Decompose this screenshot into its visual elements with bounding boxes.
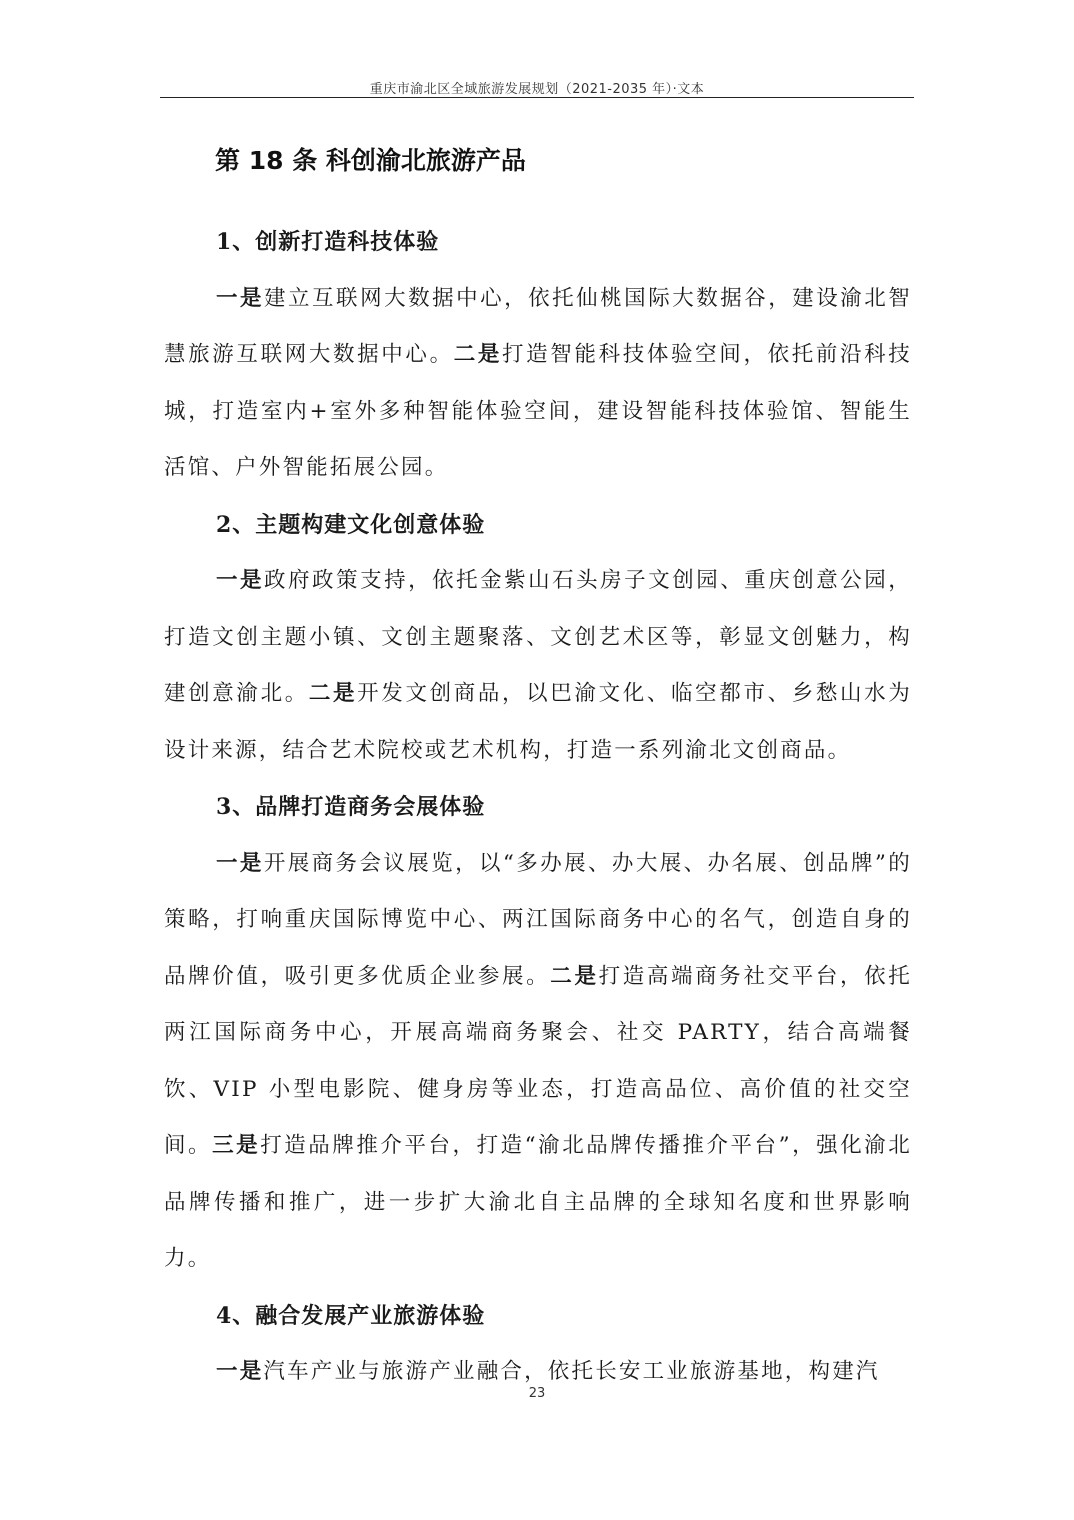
paragraph-text: 打造品牌推介平台，打造“渝北品牌传播推介平台”，强化渝北品牌传播和推广，进一步扩大渝北自主品牌的全球知名度和世界影响力。 [164,1133,912,1271]
paragraph-text: 建立互联网大数据中心，依托仙桃国际大数据谷，建设渝北智慧旅游互联网大数据中心。 [164,285,913,367]
article-body [164,214,912,1401]
paragraph-text: 政府政策支持，依托金紫山石头房子文创园、重庆创意公园，打造文创主题小镇、文创主题聚落、文创艺术区等，彰显文创魅力，构建创意渝北。 [164,568,913,706]
section-heading-3: 3、品牌打造商务会展体验 [216,794,486,820]
paragraph-text: 开展商务会议展览，以“多办展、办大展、办名展、创品牌”的策略，打响重庆国际博览中心、两江国际商务中心的名气，创造自身的品牌价值，吸引更多优质企业参展。 [164,850,912,989]
lead-phrase: 二是 [453,342,503,367]
paragraph-text: 汽车产业与旅游产业融合，依托长安工业旅游基地，构建汽 [263,1359,880,1384]
lead-phrase: 一是 [216,1359,264,1384]
lead-phrase: 二是 [308,681,358,706]
lead-phrase: 一是 [216,285,265,311]
section-heading-1: 1、创新打造科技体验 [216,229,440,255]
lead-phrase: 一是 [216,850,264,876]
lead-phrase: 一是 [216,568,265,593]
section-paragraph-1 [164,271,912,497]
lead-phrase: 二是 [550,963,599,989]
running-header: 重庆市渝北区全域旅游发展规划（2021-2035 年）·文本 [369,82,705,97]
article-title: 第 18 条 科创渝北旅游产品 [215,146,526,175]
paragraph-text: 打造高端商务社交平台，依托两江国际商务中心，开展高端商务聚会、社交 PARTY，结合高端餐饮、VIP 小型电影院、健身房等业态，打造高品位、高价值的社交空间。 [164,963,913,1158]
section-paragraph-2 [164,553,912,779]
section-heading-2: 2、主题构建文化创意体验 [216,511,486,538]
section-heading-4: 4、融合发展产业旅游体验 [216,1302,486,1329]
paragraph-text: 开发文创商品，以巴渝文化、临空都市、乡愁山水为设计来源，结合艺术院校或艺术机构，打造一系列渝北文创商品。 [164,681,912,763]
section-paragraph-3 [164,836,912,1288]
paragraph-text: 打造智能科技体验空间，依托前沿科技城，打造室内+室外多种智能体验空间，建设智能科技体验馆、智能生活馆、户外智能拓展公园。 [164,342,913,480]
header-divider [160,97,914,98]
page-number: 23 [528,1386,546,1401]
lead-phrase: 三是 [212,1133,261,1158]
